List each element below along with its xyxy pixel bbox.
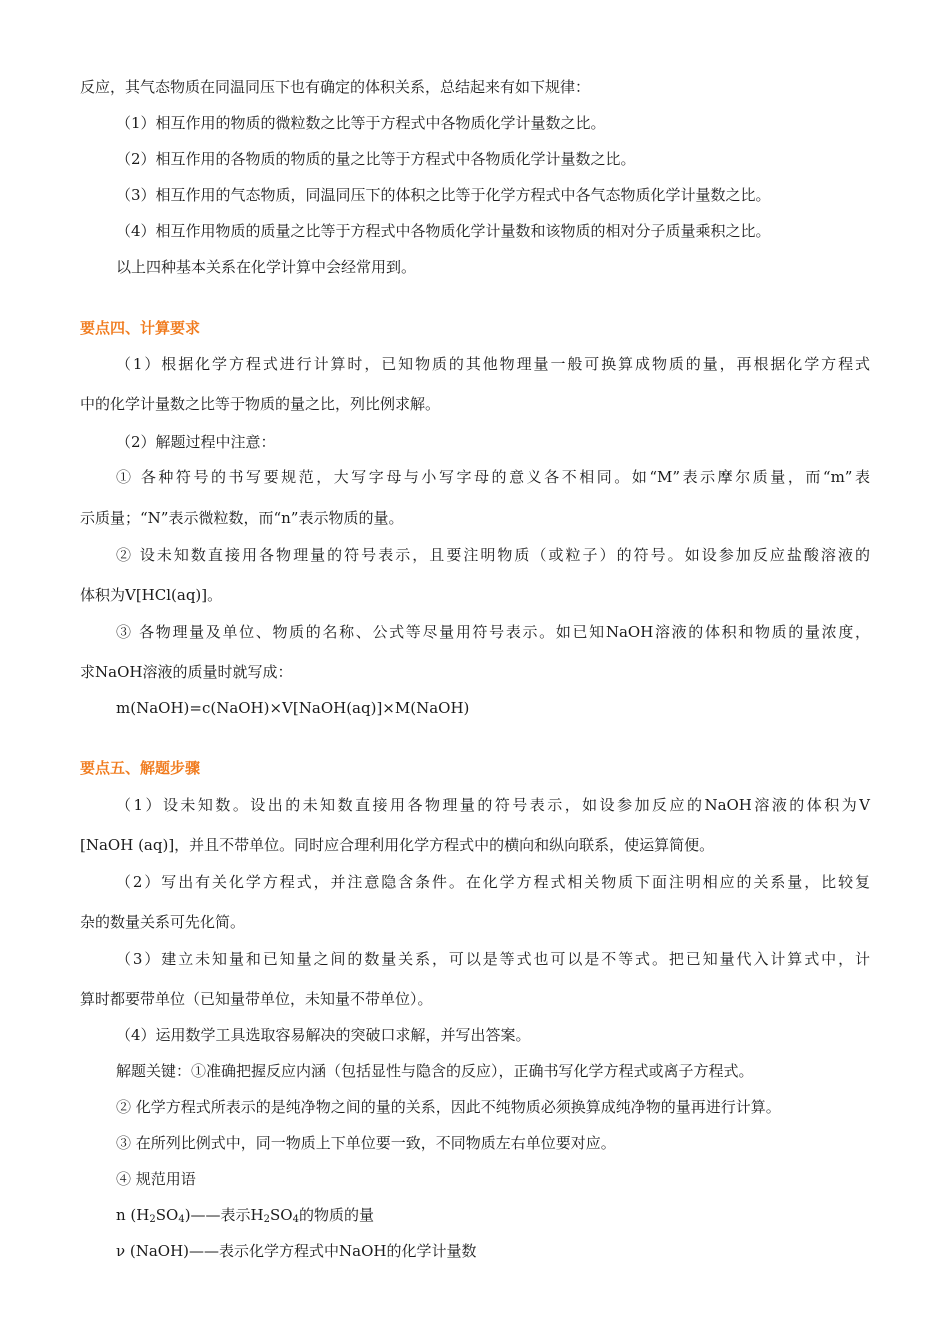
section-4-heading: 要点四、计算要求 <box>80 319 201 337</box>
step-2a: （2）写出有关化学方程式，并注意隐含条件。在化学方程式相关物质下面注明相应的关系量，比较复 <box>116 873 870 891</box>
note-1b: 示质量；“N”表示微粒数，而“n”表示物质的量。 <box>80 509 404 527</box>
step-2b: 杂的数量关系可先化简。 <box>80 913 246 931</box>
naoh-mass-formula: m(NaOH)=c(NaOH)×V[NaOH(aq)]×M(NaOH) <box>116 699 470 717</box>
note-1a: ① 各种符号的书写要规范，大写字母与小写字母的意义各不相同。如“M”表示摩尔质量，而“m”表 <box>116 468 870 486</box>
rule-4: （4）相互作用物质的质量之比等于方程式中各物质化学计量数和该物质的相对分子质量乘积之比。 <box>116 222 771 240</box>
step-1a: （1）设未知数。设出的未知数直接用各物理量的符号表示，如设参加反应的NaOH溶液的体积为V <box>116 796 870 814</box>
section-4-para-1b: 中的化学计量数之比等于物质的量之比，列比例求解。 <box>80 395 441 413</box>
step-3a: （3）建立未知量和已知量之间的数量关系，可以是等式也可以是不等式。把已知量代入计算式中，计 <box>116 950 870 968</box>
section-4-para-2: （2）解题过程中注意： <box>116 433 276 451</box>
key-point-1: 解题关键：①准确把握反应内涵（包括显性与隐含的反应），正确书写化学方程式或离子方程式。 <box>116 1062 754 1080</box>
rule-1: （1）相互作用的物质的微粒数之比等于方程式中各物质化学计量数之比。 <box>116 114 606 132</box>
step-4: （4）运用数学工具选取容易解决的突破口求解，并写出答案。 <box>116 1026 531 1044</box>
section-5-heading: 要点五、解题步骤 <box>80 759 201 777</box>
key-point-4: ④ 规范用语 <box>116 1170 196 1188</box>
key-point-3: ③ 在所列比例式中，同一物质上下单位要一致，不同物质左右单位要对应。 <box>116 1134 616 1152</box>
rules-summary: 以上四种基本关系在化学计算中会经常用到。 <box>116 258 417 276</box>
term-naoh-coefficient: ν (NaOH)——表示化学方程式中NaOH的化学计量数 <box>116 1242 477 1260</box>
section-4-para-1a: （1）根据化学方程式进行计算时，已知物质的其他物理量一般可换算成物质的量，再根据化学方程式 <box>116 355 870 373</box>
note-3b: 求NaOH溶液的质量时就写成： <box>80 663 293 681</box>
note-3a: ③ 各物理量及单位、物质的名称、公式等尽量用符号表示。如已知NaOH溶液的体积和物质的量浓度， <box>116 623 870 641</box>
rule-2: （2）相互作用的各物质的物质的量之比等于方程式中各物质化学计量数之比。 <box>116 150 636 168</box>
note-2a: ② 设未知数直接用各物理量的符号表示，且要注明物质（或粒子）的符号。如设参加反应盐酸溶液的 <box>116 546 870 564</box>
step-3b: 算时都要带单位（已知量带单位，未知量不带单位）。 <box>80 990 433 1008</box>
key-point-2: ② 化学方程式所表示的是纯净物之间的量的关系，因此不纯物质必须换算成纯净物的量再进行计算。 <box>116 1098 781 1116</box>
intro-line: 反应，其气态物质在同温同压下也有确定的体积关系，总结起来有如下规律： <box>80 78 591 96</box>
note-2b: 体积为V[HCl(aq)]。 <box>80 586 223 604</box>
rule-3: （3）相互作用的气态物质，同温同压下的体积之比等于化学方程式中各气态物质化学计量数之比。 <box>116 186 771 204</box>
step-1b: [NaOH (aq)]，并且不带单位。同时应合理利用化学方程式中的横向和纵向联系，使运算简便。 <box>80 836 715 854</box>
term-h2so4-amount: n $(H_2SO_4)——$表示$H_2SO_4$的物质的量 <box>116 1206 374 1225</box>
